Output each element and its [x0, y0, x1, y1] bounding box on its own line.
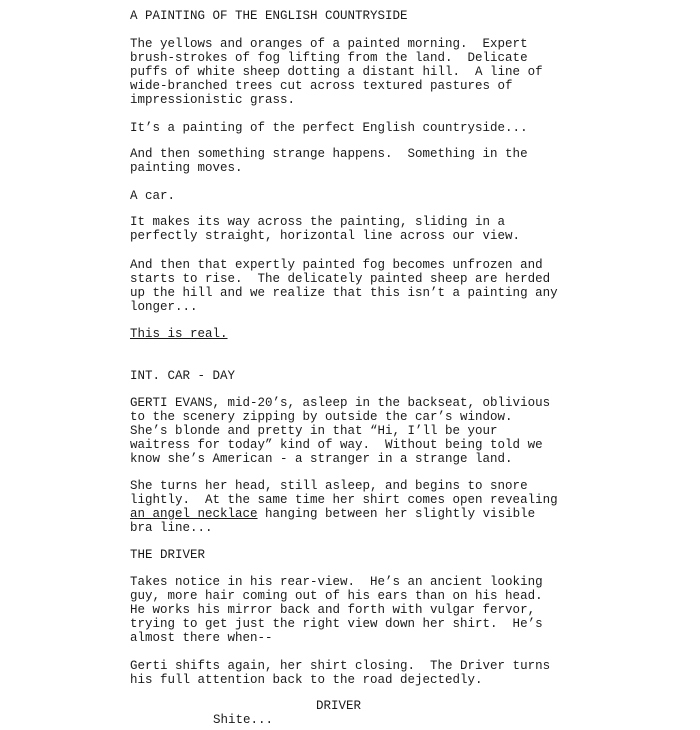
dialogue-character-name: DRIVER — [316, 699, 362, 713]
action-paragraph-shifts: Gerti shifts again, her shirt closing. The Driver turns his full attention back to the road dejectedly. — [130, 659, 551, 687]
action-paragraph-necklace — [130, 479, 610, 535]
action-paragraph-perfect: It’s a painting of the perfect English countryside... — [130, 121, 528, 135]
action-paragraph-car: A car. — [130, 189, 176, 203]
dialogue-line: Shite... — [213, 713, 274, 727]
necklace-text-rest: hanging between her slightly visible bra line... — [130, 507, 536, 535]
necklace-text-lead: She turns her head, still asleep, and begins to snore lightly. At the same time her shirt comes open revealing — [130, 479, 558, 507]
action-paragraph-painting: The yellows and oranges of a painted morning. Expert brush-strokes of fog lifting from the land. Delicate puffs of white sheep dotting a distant hill. A line of wide-branched trees cut across textured pastures of impressionistic grass. — [130, 37, 543, 107]
scene-heading-car: INT. CAR - DAY — [130, 369, 236, 383]
scene-heading-painting: A PAINTING OF THE ENGLISH COUNTRYSIDE — [130, 9, 408, 23]
action-paragraph-fog: And then that expertly painted fog becomes unfrozen and starts to rise. The delicately painted sheep are herded up the hill and we realize that this isn’t a painting any longer... — [130, 258, 558, 314]
action-paragraph-sliding: It makes its way across the painting, sliding in a perfectly straight, horizontal line across our view. — [130, 215, 521, 243]
action-paragraph-driver: Takes notice in his rear-view. He’s an ancient looking guy, more hair coming out of his ears than on his head. He works his mirror back and forth with vulgar fervor, trying to get just the right view down her shirt. He’s almost there when-- — [130, 575, 543, 645]
subheading-driver: THE DRIVER — [130, 548, 206, 562]
action-paragraph-gerti: GERTI EVANS, mid-20’s, asleep in the backseat, oblivious to the scenery zipping by outside the car’s window. She’s blonde and pretty in that “Hi, I’ll be your waitress for today” kind of way. Without being told we know she’s American - a stranger in a strange land. — [130, 396, 551, 466]
necklace-underlined-text: an angel necklace — [130, 507, 258, 521]
action-paragraph-strange: And then something strange happens. Something in the painting moves. — [130, 147, 528, 175]
action-paragraph-real: This is real. — [130, 327, 228, 341]
